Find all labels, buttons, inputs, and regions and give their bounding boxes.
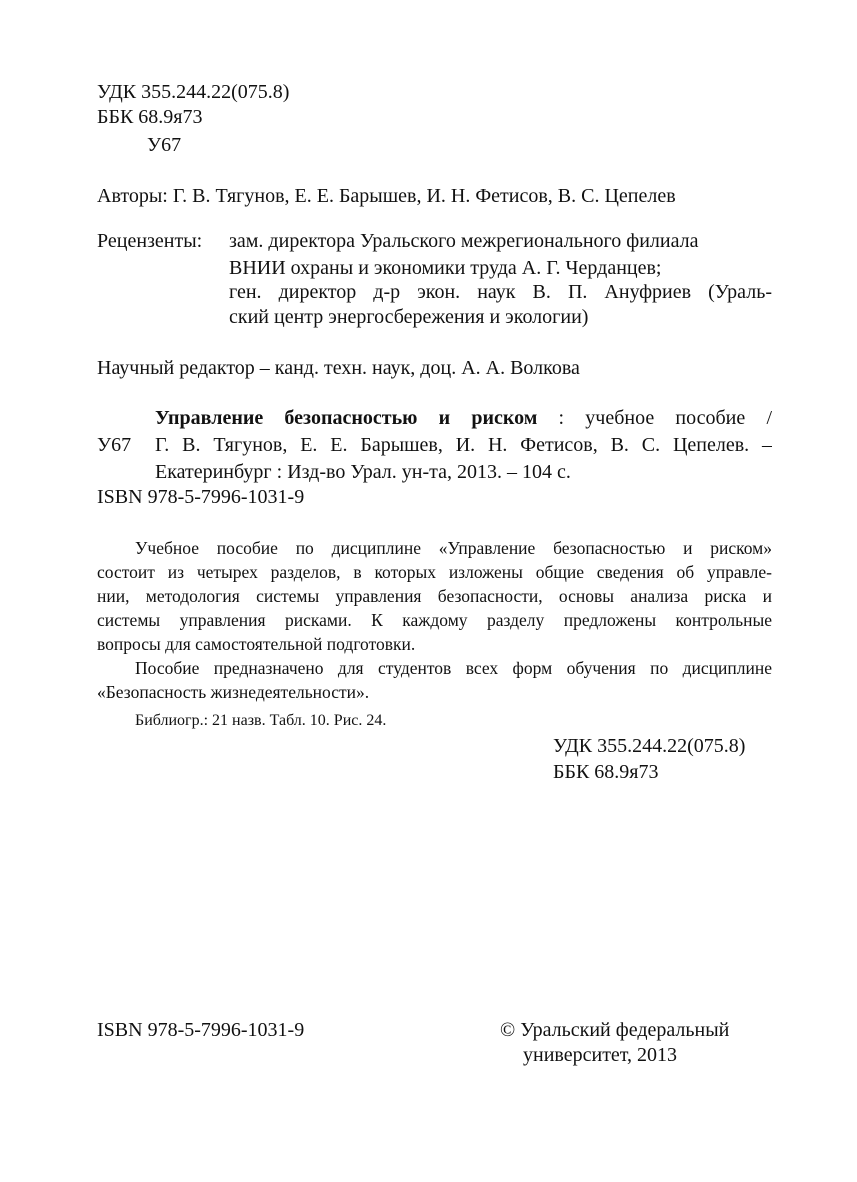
- biblio-count: Библиогр.: 21 назв. Табл. 10. Рис. 24.: [135, 712, 387, 729]
- bbk-code: ББК 68.9я73: [97, 106, 203, 128]
- copyright: © Уральский федеральный: [500, 1019, 730, 1041]
- scientific-editor: Научный редактор – канд. техн. наук, доц. А. А. Волкова: [97, 357, 580, 379]
- abstract-line: состоит из четырех разделов, в которых изложены общие сведения об управле-: [97, 562, 772, 582]
- reviewer-line: ский центр энергосбережения и экологии): [229, 306, 589, 328]
- reviewer-line: ген. директор д-р экон. наук В. П. Ануфриев (Ураль-: [229, 281, 772, 303]
- authors: Авторы: Г. В. Тягунов, Е. Е. Барышев, И. Н. Фетисов, В. С. Цепелев: [97, 185, 676, 207]
- bib-authors: Г. В. Тягунов, Е. Е. Барышев, И. Н. Фетисов, В. С. Цепелев. –: [155, 434, 772, 456]
- bbk-repeat: ББК 68.9я73: [553, 761, 659, 783]
- reviewer-line: зам. директора Уральского межрегионального филиала: [229, 230, 699, 252]
- copyright-year: университет, 2013: [523, 1044, 678, 1066]
- footer-isbn: ISBN 978-5-7996-1031-9: [97, 1019, 305, 1041]
- book-title: Управление безопасностью и риском: [155, 407, 538, 429]
- udk-code: УДК 355.244.22(075.8): [97, 81, 290, 103]
- abstract-line: вопросы для самостоятельной подготовки.: [97, 634, 416, 654]
- book-type: : учебное пособие /: [537, 407, 772, 429]
- abstract-line: «Безопасность жизнедеятельности».: [97, 682, 370, 702]
- reviewers-label: Рецензенты:: [97, 230, 203, 252]
- author-mark: У67: [147, 134, 182, 156]
- bib-isbn: ISBN 978-5-7996-1031-9: [97, 486, 305, 508]
- bib-publisher: Екатеринбург : Изд-во Урал. ун-та, 2013. – 104 с.: [155, 461, 571, 483]
- abstract-line: системы управления рисками. К каждому разделу предложены контрольные: [97, 610, 772, 630]
- udk-repeat: УДК 355.244.22(075.8): [553, 735, 746, 757]
- abstract-line: Пособие предназначено для студентов всех форм обучения по дисциплине: [135, 658, 772, 678]
- abstract-line: Учебное пособие по дисциплине «Управление безопасностью и риском»: [135, 538, 772, 558]
- bib-author-mark: У67: [97, 434, 132, 456]
- bib-title-line: [155, 405, 772, 431]
- reviewer-line: ВНИИ охраны и экономики труда А. Г. Черданцев;: [229, 257, 662, 279]
- abstract-line: нии, методология системы управления безопасности, основы анализа риска и: [97, 586, 772, 606]
